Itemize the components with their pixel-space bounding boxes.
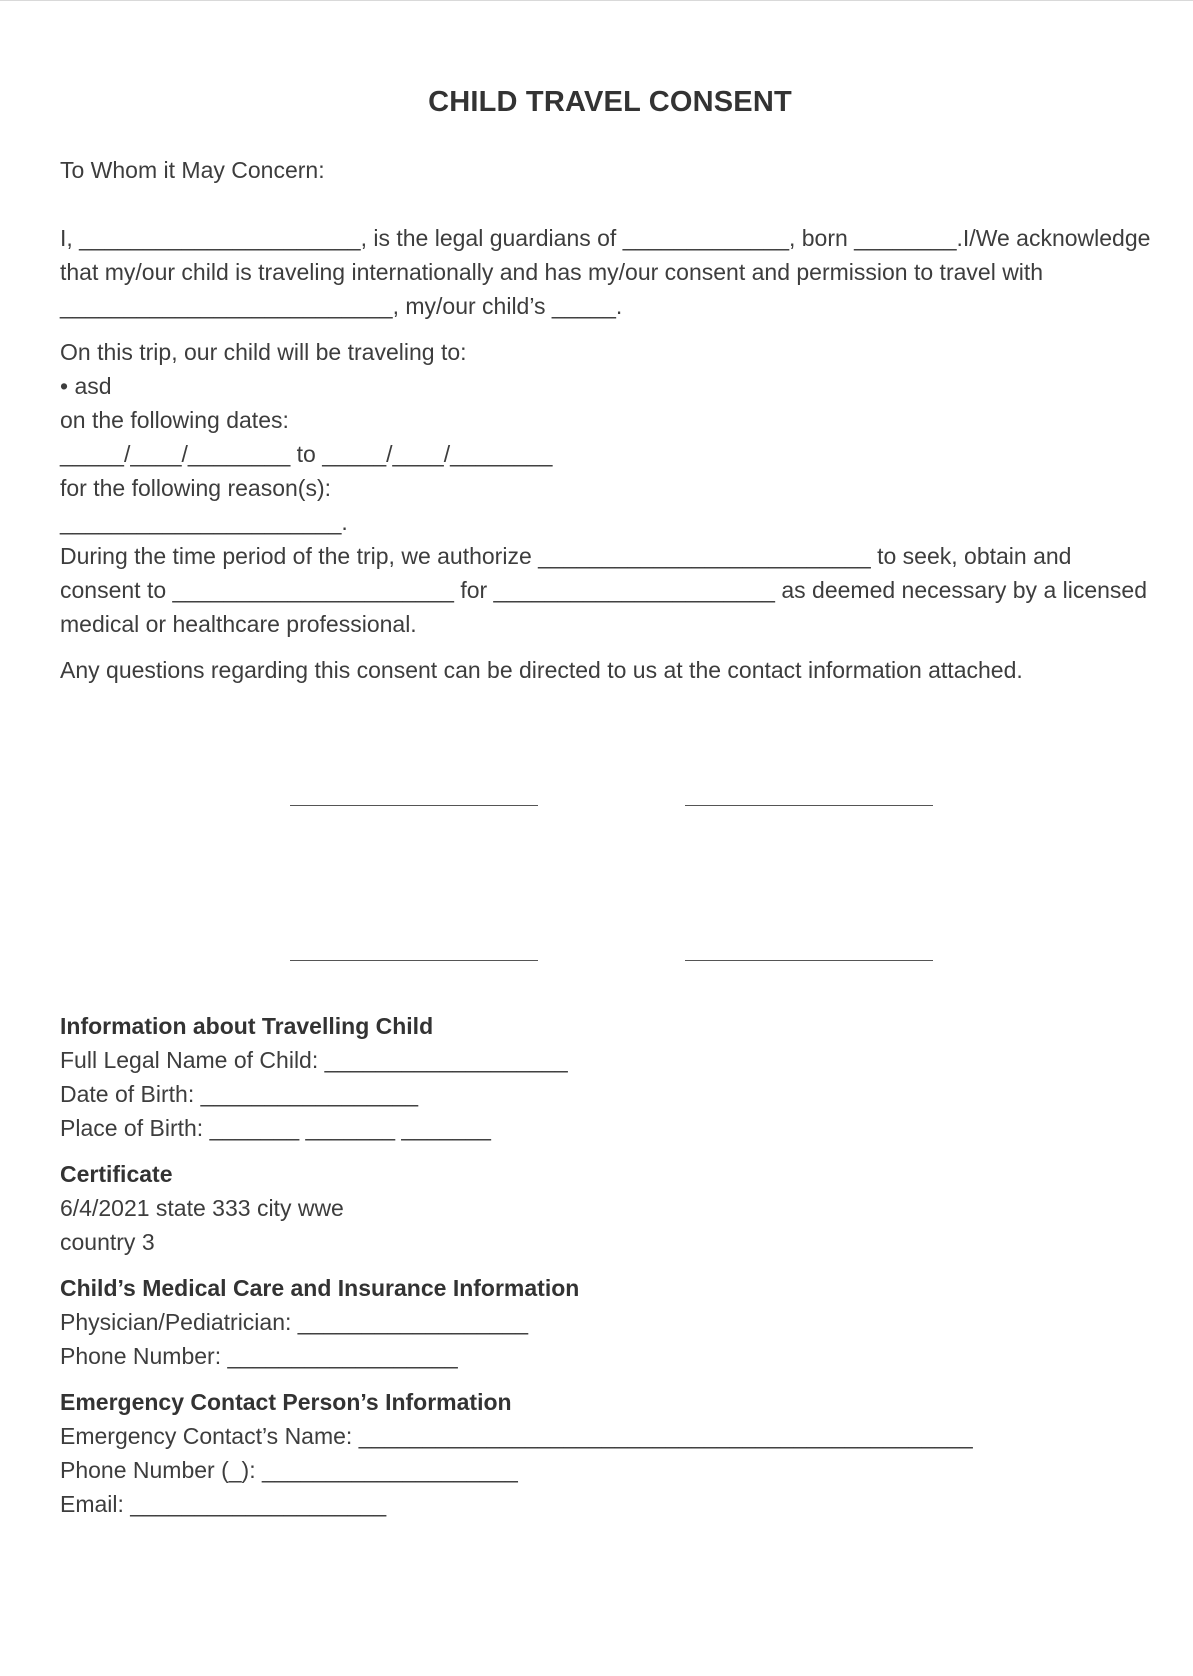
trip-destination: • asd (60, 373, 112, 399)
trip-reason-label: for the following reason(s): (60, 475, 332, 501)
authorization-line-2: consent to ______________________ for ______________________ as deemed necessary by a licensed (60, 577, 1148, 603)
top-border (0, 0, 1193, 1)
emergency-name-line: Emergency Contact’s Name: ________________________________________________ (60, 1423, 973, 1449)
document-title: CHILD TRAVEL CONSENT (428, 86, 792, 118)
guardian-paragraph-line-1: I, ______________________, is the legal guardians of _____________, born ________.I/We acknowledge (60, 225, 1151, 251)
trip-dates-label: on the following dates: (60, 407, 289, 433)
authorization-line-1: During the time period of the trip, we authorize __________________________ to seek, obtain and (60, 543, 1072, 569)
trip-dates-line: _____/____/________ to _____/____/________ (60, 441, 553, 467)
certificate-line-2: country 3 (60, 1229, 155, 1255)
signature-line-2 (685, 805, 933, 806)
child-dob-line: Date of Birth: _________________ (60, 1081, 419, 1107)
signature-line-3 (290, 960, 538, 961)
emergency-phone-line: Phone Number (_): ____________________ (60, 1457, 518, 1483)
emergency-email-line: Email: ____________________ (60, 1491, 387, 1517)
child-pob-line: Place of Birth: _______ _______ _______ (60, 1115, 491, 1141)
signature-line-1 (290, 805, 538, 806)
child-full-name-line: Full Legal Name of Child: ___________________ (60, 1047, 568, 1073)
trip-intro: On this trip, our child will be traveling to: (60, 339, 467, 365)
medical-heading: Child’s Medical Care and Insurance Information (60, 1275, 580, 1301)
emergency-heading: Emergency Contact Person’s Information (60, 1389, 512, 1415)
guardian-paragraph-line-2: that my/our child is traveling internationally and has my/our consent and permission to travel with (60, 259, 1044, 285)
child-info-heading: Information about Travelling Child (60, 1013, 434, 1039)
guardian-paragraph-line-3: __________________________, my/our child’s _____. (60, 293, 623, 319)
questions-line: Any questions regarding this consent can be directed to us at the contact information attached. (60, 657, 1023, 683)
signature-line-4 (685, 960, 933, 961)
certificate-heading: Certificate (60, 1161, 173, 1187)
physician-line: Physician/Pediatrician: __________________ (60, 1309, 529, 1335)
salutation: To Whom it May Concern: (60, 157, 325, 183)
authorization-line-3: medical or healthcare professional. (60, 611, 417, 637)
certificate-line-1: 6/4/2021 state 333 city wwe (60, 1195, 344, 1221)
trip-reason-line: ______________________. (60, 509, 348, 535)
medical-phone-line: Phone Number: __________________ (60, 1343, 458, 1369)
